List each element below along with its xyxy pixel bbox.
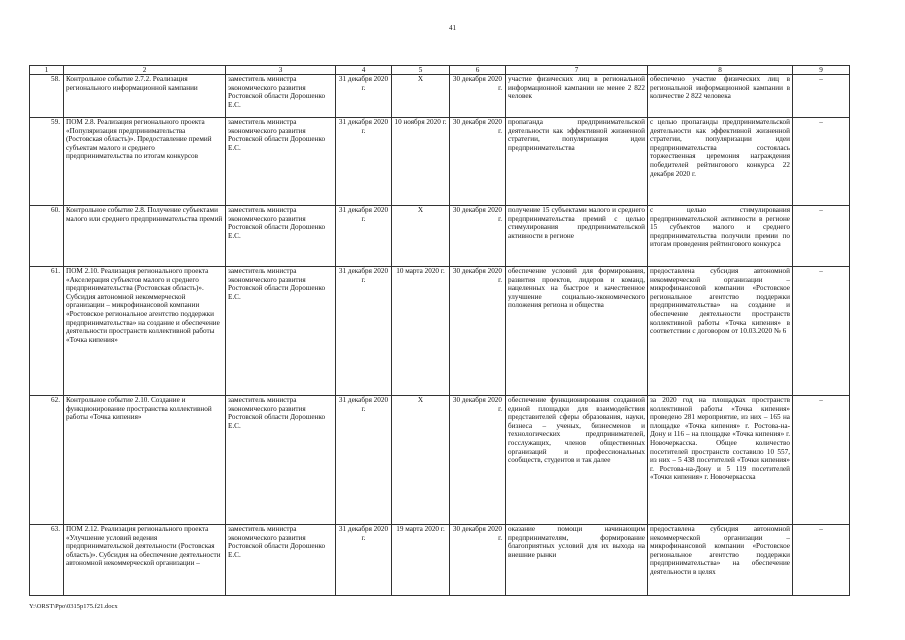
actual-result: с целью пропаганды предпринимательской деятельности как эффективной жизненной стратегии, популяризации идеи предпринимательства состоялась торжественная церемония награждения победителей рейтингового конкурса 22 декабря 2020 г. [648, 118, 793, 206]
responsible-person: заместитель министра экономического развития Ростовской области Дорошенко Е.С. [226, 75, 336, 118]
row-number: 63. [30, 525, 64, 596]
event-name: Контрольное событие 2.7.2. Реализация регионального информационной кампании [64, 75, 226, 118]
row-number: 58. [30, 75, 64, 118]
end-date: 30 декабря 2020 г. [450, 75, 506, 118]
table-row [30, 525, 850, 596]
row-number: 62. [30, 396, 64, 525]
start-date: 10 ноября 2020 г. [392, 118, 450, 206]
responsible-person: заместитель министра экономического развития Ростовской области Дорошенко Е.С. [226, 525, 336, 596]
end-date: 30 декабря 2020 г. [450, 267, 506, 396]
planned-date: 31 декабря 2020 г. [336, 396, 392, 525]
table-row [30, 75, 850, 118]
end-date: 30 декабря 2020 г. [450, 118, 506, 206]
column-header: 8 [648, 66, 793, 75]
row-number: 61. [30, 267, 64, 396]
column-header: 3 [226, 66, 336, 75]
responsible-person: заместитель министра экономического развития Ростовской области Дорошенко Е.С. [226, 206, 336, 267]
expected-result: оказание помощи начинающим предпринимателям, формирование благоприятных условий для их выхода на внешние рынки [506, 525, 648, 596]
planned-date: 31 декабря 2020 г. [336, 118, 392, 206]
column-number-row [30, 66, 850, 75]
event-name: ПОМ 2.10. Реализация регионального проекта «Акселерация субъектов малого и среднего предпринимательства (Ростовская область)». Субсидия автономной некоммерческой организации – микрофинансовой компании «Ростовское региональное агентство поддержки предпринимательства» на создание и обеспечение деятельности пространств коллективной работы «Точка кипения» [64, 267, 226, 396]
note: – [793, 118, 850, 206]
column-header: 1 [30, 66, 64, 75]
column-header: 5 [392, 66, 450, 75]
actual-result: с целью стимулирования предпринимательской активности в регионе 15 субъектов малого и среднего предпринимательства получили премии по итогам проведения рейтингового конкурса [648, 206, 793, 267]
start-date: X [392, 206, 450, 267]
note: – [793, 396, 850, 525]
column-header: 7 [506, 66, 648, 75]
note: – [793, 525, 850, 596]
event-name: ПОМ 2.8. Реализация регионального проекта «Популяризация предпринимательства (Ростовская область)». Предоставление премий субъектам малого и среднего предпринимательства по итогам конкурсов [64, 118, 226, 206]
row-number: 60. [30, 206, 64, 267]
start-date: X [392, 396, 450, 525]
event-name: ПОМ 2.12. Реализация регионального проекта «Улучшение условий ведения предпринимательской деятельности (Ростовская область)». Субсидия на обеспечение деятельности автономной некоммерческой организации – [64, 525, 226, 596]
table-row [30, 396, 850, 525]
responsible-person: заместитель министра экономического развития Ростовской области Дорошенко Е.С. [226, 118, 336, 206]
start-date: 19 марта 2020 г. [392, 525, 450, 596]
page-number: 41 [449, 24, 456, 32]
file-path-footer: Y:\ORST\Ppo\0315p175.f21.docx [29, 603, 118, 610]
row-number: 59. [30, 118, 64, 206]
planned-date: 31 декабря 2020 г. [336, 206, 392, 267]
table-row [30, 118, 850, 206]
table-row [30, 267, 850, 396]
report-table [29, 65, 850, 596]
expected-result: участие физических лиц в региональной информационной кампании не менее 2 822 человек [506, 75, 648, 118]
column-header: 4 [336, 66, 392, 75]
end-date: 30 декабря 2020 г. [450, 525, 506, 596]
column-header: 2 [64, 66, 226, 75]
note: – [793, 75, 850, 118]
expected-result: обеспечение условий для формирования, развития проектов, лидеров и команд, нацеленных на быстрое и качественное улучшение социально-экономического положения региона и общества [506, 267, 648, 396]
column-header: 6 [450, 66, 506, 75]
expected-result: обеспечение функционирования созданной единой площадки для взаимодействия представителей сферы образования, науки, бизнеса – ученых, бизнесменов и технологических предпринимателей, госслужащих, членов общественных организаций и профессиональных сообществ, студентов и так далее [506, 396, 648, 525]
planned-date: 31 декабря 2020 г. [336, 525, 392, 596]
note: – [793, 206, 850, 267]
planned-date: 31 декабря 2020 г. [336, 267, 392, 396]
responsible-person: заместитель министра экономического развития Ростовской области Дорошенко Е.С. [226, 396, 336, 525]
start-date: 10 марта 2020 г. [392, 267, 450, 396]
event-name: Контрольное событие 2.8. Получение субъектами малого или среднего предпринимательства премий [64, 206, 226, 267]
end-date: 30 декабря 2020 г. [450, 206, 506, 267]
column-header: 9 [793, 66, 850, 75]
actual-result: предоставлена субсидия автономной некоммерческой организации – микрофинансовой компании «Ростовское региональное агентство поддержки предпринимательства» на обеспечение деятельности в целях [648, 525, 793, 596]
expected-result: получение 15 субъектами малого и среднего предпринимательства премий с целью стимулирования предпринимательской активности в регионе [506, 206, 648, 267]
event-name: Контрольное событие 2.10. Создание и функционирование пространства коллективной работы «Точка кипения» [64, 396, 226, 525]
responsible-person: заместитель министра экономического развития Ростовской области Дорошенко Е.С. [226, 267, 336, 396]
end-date: 30 декабря 2020 г. [450, 396, 506, 525]
planned-date: 31 декабря 2020 г. [336, 75, 392, 118]
start-date: X [392, 75, 450, 118]
actual-result: обеспечено участие физических лиц в региональной информационной кампании в количестве 2 822 человека [648, 75, 793, 118]
actual-result: за 2020 год на площадках пространств коллективной работы «Точка кипения» проведено 281 мероприятие, из них – 165 на площадке «Точка кипения» г. Ростова-на-Дону и 116 – на площадке «Точка кипения» г. Новочеркасска. Общее количество посетителей пространств составило 10 557, из них – 5 438 посетителей «Точки кипения» г. Ростова-на-Дону и 5 119 посетителей «Точки кипения» г. Новочеркасска [648, 396, 793, 525]
note: – [793, 267, 850, 396]
actual-result: предоставлена субсидия автономной некоммерческой организации – микрофинансовой компании «Ростовское региональное агентство поддержки предпринимательства» на создание и обеспечение деятельности пространств коллективной работы «Точка кипения» в соответствии с договором от 10.03.2020 № 6 [648, 267, 793, 396]
table-row [30, 206, 850, 267]
expected-result: пропаганда предпринимательской деятельности как эффективной жизненной стратегии, популяризация идеи предпринимательства [506, 118, 648, 206]
